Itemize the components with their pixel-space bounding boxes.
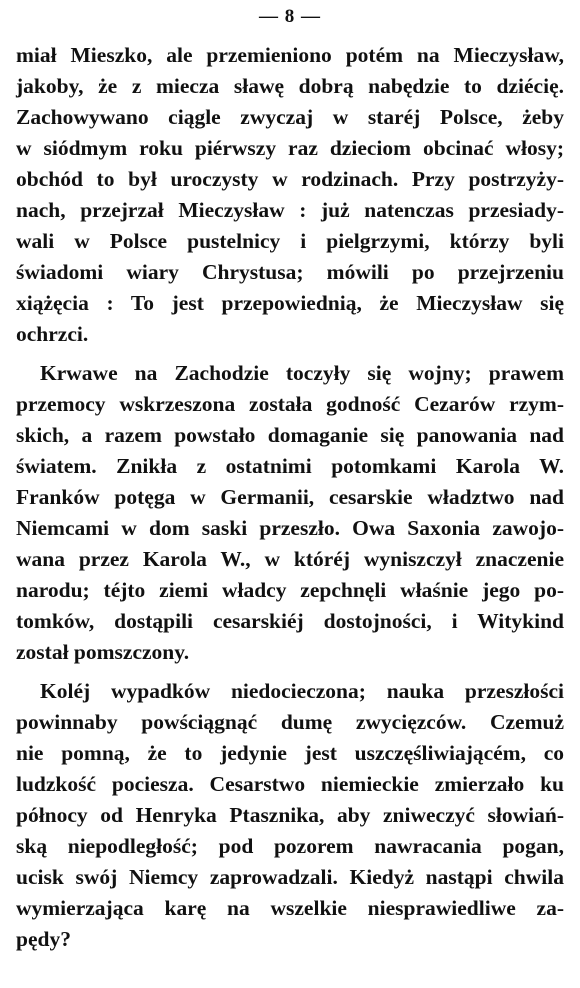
body-text (16, 40, 564, 955)
text-line: Krwawe na Zachodzie toczyły się wojny; prawem (40, 361, 564, 385)
text-line: ludzkość pociesza. Cesarstwo niemieckie zmierzało ku (16, 772, 564, 796)
paragraph-3 (16, 676, 564, 955)
text-line: świadomi wiary Chrystusa; mówili po przejrzeniu (16, 260, 564, 284)
text-line: północy od Henryka Ptasznika, aby zniweczyć słowiań- (16, 803, 564, 827)
paragraph-2 (16, 358, 564, 668)
text-line: ską niepodległość; pod pozorem nawracania pogan, (16, 834, 564, 858)
paragraph-1 (16, 40, 564, 350)
text-line: ucisk swój Niemcy zaprowadzali. Kiedyż nastąpi chwila (16, 865, 564, 889)
text-line: narodu; téjto ziemi władcy zepchnęli właśnie jego po- (16, 578, 564, 602)
text-line: przemocy wskrzeszona została godność Cezarów rzym- (16, 392, 564, 416)
text-line: miał Mieszko, ale przemieniono potém na Mieczysław, (16, 43, 564, 67)
text-line: Zachowywano ciągle zwyczaj w staréj Polsce, żeby (16, 105, 564, 129)
text-line: światem. Znikła z ostatnimi potomkami Karola W. (16, 454, 564, 478)
text-line: Koléj wypadków niedocieczona; nauka przeszłości (40, 679, 564, 703)
text-line: xiążęcia : To jest przepowiednią, że Mieczysław się (16, 291, 564, 315)
text-line: nie pomną, że to jedynie jest uszczęśliwiającém, co (16, 741, 564, 765)
text-line: wali w Polsce pustelnicy i pielgrzymi, którzy byli (16, 229, 564, 253)
text-line: tomków, dostąpili cesarskiéj dostojności, i Witykind (16, 609, 564, 633)
page-number: — 8 — (259, 6, 321, 27)
text-line: skich, a razem powstało domaganie się panowania nad (16, 423, 564, 447)
text-line: w siódmym roku piérwszy raz dzieciom obcinać włosy; (16, 136, 564, 160)
text-line: obchód to był uroczysty w rodzinach. Przy postrzyży- (16, 167, 564, 191)
text-line: pędy? (16, 927, 71, 951)
text-line: jakoby, że z miecza sławę dobrą nabędzie to dziécię. (16, 74, 564, 98)
text-line: powinnaby powściągnąć dumę zwycięzców. Czemuż (16, 710, 564, 734)
text-line: został pomszczony. (16, 640, 190, 664)
text-line: nach, przejrzał Mieczysław : już natenczas przesiady- (16, 198, 564, 222)
text-line: wana przez Karola W., w któréj wyniszczył znaczenie (16, 547, 564, 571)
text-line: ochrzci. (16, 322, 89, 346)
text-line: wymierzająca karę na wszelkie niesprawiedliwe za- (16, 896, 564, 920)
text-line: Niemcami w dom saski przeszło. Owa Saxonia zawojo- (16, 516, 564, 540)
text-line: Franków potęga w Germanii, cesarskie władztwo nad (16, 485, 564, 509)
